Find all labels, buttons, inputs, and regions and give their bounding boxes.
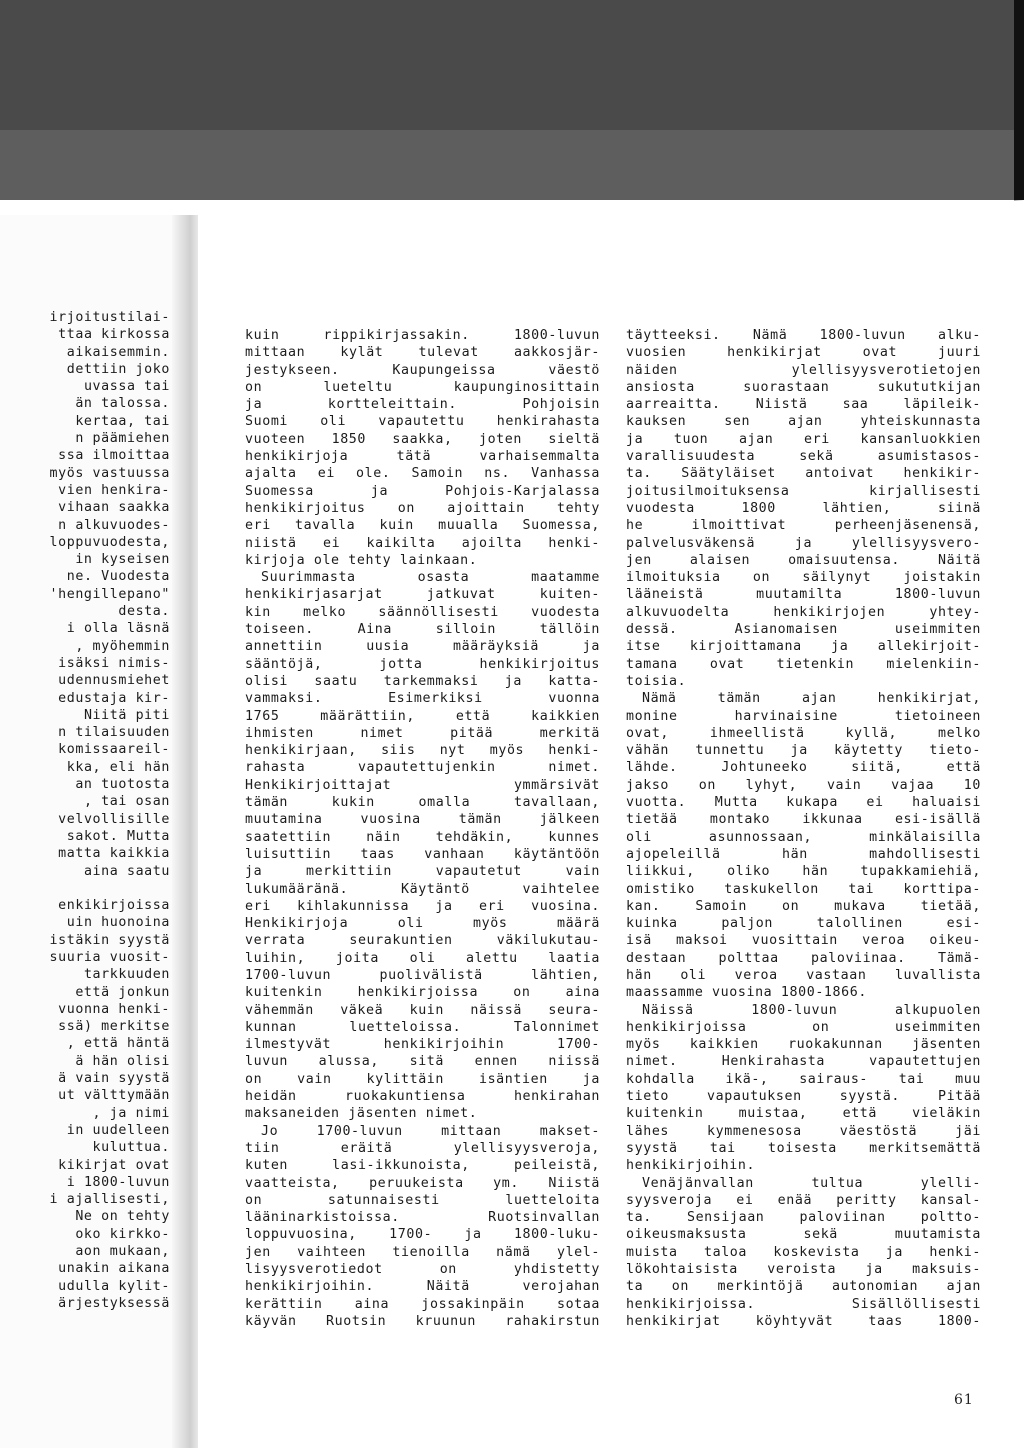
- text-line: Henkikirjoittajat ymmärsivät: [245, 777, 600, 793]
- text-line: henkikirjoissa on useimmiten: [626, 1019, 981, 1035]
- text-line: isä maksoi vuosittain veroa oikeu-: [626, 933, 981, 949]
- text-line: toiseen. Aina silloin tällöin: [245, 622, 600, 638]
- text-line: ajalta ei ole. Samoin ns. Vanhassa: [245, 466, 600, 482]
- text-line: että jonkun: [75, 984, 170, 1000]
- text-line: uin huonoina: [66, 915, 170, 931]
- text-line: unakin aikana: [58, 1261, 170, 1277]
- text-line: henkikirjoitus on ajoittain tehty: [245, 500, 600, 516]
- text-line: kohdalla ikä-, sairaus- tai muu: [626, 1071, 981, 1087]
- text-line: tämän kukin omalla tavallaan,: [245, 795, 600, 811]
- text-line: suuria vuosit-: [49, 949, 170, 965]
- text-line: tamana ovat tietenkin mielenkiin-: [626, 656, 981, 672]
- text-line: myös kaikkien ruokakunnan jäsenten: [626, 1037, 981, 1053]
- text-line: muista taloa koskevista ja henki-: [626, 1244, 981, 1260]
- text-line: lukumääränä. Käytäntö vaihtelee: [245, 881, 600, 897]
- text-line: kin melko säännöllisesti vuodesta: [245, 604, 600, 620]
- text-line: monine harvinaisine tietoineen: [626, 708, 981, 724]
- text-line: Nämä tämän ajan henkikirjat,: [642, 691, 981, 707]
- text-line: ajopeleillä hän mahdollisesti: [626, 846, 981, 862]
- text-line: ja kortteleittain. Pohjoisin: [245, 397, 600, 413]
- text-line: Niitä piti: [83, 707, 170, 723]
- text-line: kan. Samoin on mukava tietää,: [626, 898, 981, 914]
- text-line: mittaan kylät tulevat aakkosjär-: [245, 345, 600, 361]
- text-line: henkikirjoja tätä varhaisemmalta: [245, 449, 600, 465]
- text-line: lähde. Johtuneeko siitä, että: [626, 760, 981, 776]
- book-gutter: [172, 215, 198, 1448]
- text-line: vuotta. Mutta kukapa ei haluaisi: [626, 795, 981, 811]
- text-line: annettiin uusia määräyksiä ja: [245, 639, 600, 655]
- text-line: vuonna henki-: [58, 1001, 170, 1017]
- text-line: rahasta vapautettujenkin nimet.: [245, 760, 600, 776]
- text-line: ssa ilmoittaa: [58, 448, 170, 464]
- text-line: i 1800-luvun: [66, 1174, 170, 1190]
- text-line: verrata seurakuntien väkilukutau-: [245, 933, 600, 949]
- text-line: tieto vapautuksen syystä. Pitää: [626, 1089, 981, 1105]
- text-line: joitusilmoituksensa kirjallisesti: [626, 483, 981, 499]
- text-line: kuitenkin muistaa, että vieläkin: [626, 1106, 981, 1122]
- text-line: lääninarkistoissa. Ruotsinvallan: [245, 1210, 600, 1226]
- text-line: ja tuon ajan eri kansanluokkien: [626, 431, 981, 447]
- text-line: ta. Säätyläiset antoivat henkikir-: [626, 466, 981, 482]
- text-line: lähes kymmenesosa väestöstä jäi: [626, 1123, 981, 1139]
- text-line: on satunnaisesti luetteloita: [245, 1192, 600, 1208]
- text-line: henkikirjasarjat jatkuvat kuiten-: [245, 587, 600, 603]
- text-line: kertaa, tai: [75, 413, 170, 429]
- text-line: ja merkittiin vapautetut vain: [245, 864, 600, 880]
- text-line: hän oli veroa vastaan luvallista: [626, 967, 981, 983]
- text-line: Suomi oli vapautettu henkirahasta: [245, 414, 600, 430]
- text-line: kirjoja ole tehty lainkaan.: [245, 552, 478, 568]
- text-line: eri tavalla kuin muualla Suomessa,: [245, 518, 600, 534]
- text-line: kikirjat ovat: [58, 1157, 170, 1173]
- text-line: henkikirjoihin. Näitä verojahan: [245, 1279, 600, 1295]
- text-line: ut välttymään: [58, 1088, 170, 1104]
- page-number: 61: [954, 1392, 974, 1408]
- text-line: kuluttua.: [92, 1140, 170, 1156]
- text-line: 1765 määrättiin, että kaikkien: [245, 708, 600, 724]
- text-line: ihmisten nimet pitää merkitä: [245, 725, 600, 741]
- text-line: sakot. Mutta: [66, 828, 170, 844]
- text-line: Venäjänvallan tultua ylelli-: [642, 1175, 981, 1191]
- text-line: vuosien henkikirjat ovat juuri: [626, 345, 981, 361]
- text-line: ne. Vuodesta: [66, 569, 170, 585]
- middle-text-column: [245, 327, 600, 1330]
- text-line: Suurimmasta osasta maatamme: [261, 570, 600, 586]
- text-line: in uudelleen: [66, 1122, 170, 1138]
- text-line: olisi saatu tarkemmaksi ja katta-: [245, 673, 600, 689]
- text-line: , että häntä: [66, 1036, 170, 1052]
- text-line: loppuvuodesta,: [49, 534, 170, 550]
- text-line: saatettiin näin tehdäkin, kunnes: [245, 829, 600, 845]
- text-line: jen vaihteen tienoilla nämä ylel-: [245, 1244, 600, 1260]
- text-line: tarkkuuden: [83, 967, 170, 983]
- text-line: udulla kylit-: [58, 1278, 170, 1294]
- text-line: he ilmoittivat perheenjäsenensä,: [626, 518, 981, 534]
- text-line: 'hengillepano": [49, 586, 170, 602]
- text-line: muutamina vuosina tämän jälkeen: [245, 812, 600, 828]
- text-line: dettiin joko: [66, 361, 170, 377]
- text-line: , tai osan: [83, 794, 170, 810]
- text-line: edustaja kir-: [58, 690, 170, 706]
- text-line: itse kirjoittamana ja allekirjoit-: [626, 639, 981, 655]
- text-line: näiden ylellisyysverotietojen: [626, 362, 981, 378]
- text-line: Ne on tehty: [75, 1209, 170, 1225]
- text-line: aarreaitta. Niistä saa läpileik-: [626, 397, 981, 413]
- text-line: loppuvuosina, 1700- ja 1800-luku-: [245, 1227, 600, 1243]
- text-line: eri kihlakunnissa ja eri vuosina.: [245, 898, 600, 914]
- text-line: on vain kylittäin isäntien ja: [245, 1071, 600, 1087]
- text-line: lääneistä muutamilta 1800-luvun: [626, 587, 981, 603]
- text-line: Näissä 1800-luvun alkupuolen: [642, 1002, 981, 1018]
- text-line: irjoitustilai-: [49, 310, 170, 325]
- text-line: kerättiin aina jossakinpäin sotaa: [245, 1296, 600, 1312]
- text-line: ilmoituksia on säilynyt joistakin: [626, 570, 981, 586]
- text-line: myös vastuussa: [49, 465, 170, 481]
- left-page-text-column: [0, 309, 170, 1312]
- text-line: ilmestyvät henkikirjoihin 1700-: [245, 1037, 600, 1053]
- text-line: vien henkira-: [58, 482, 170, 498]
- text-line: toisia.: [626, 673, 687, 689]
- text-line: desta.: [118, 604, 170, 620]
- text-line: vihaan saakka: [58, 500, 170, 516]
- text-line: niistä ei kaikilta ajoilta henki-: [245, 535, 600, 551]
- text-line: syystä tai toisesta merkitsemättä: [626, 1140, 981, 1156]
- text-line: nimet. Henkirahasta vapautettujen: [626, 1054, 981, 1070]
- text-line: i olla läsnä: [66, 621, 170, 637]
- text-line: n päämiehen: [75, 431, 170, 447]
- text-line: jakso on lyhyt, vain vajaa 10: [626, 777, 981, 793]
- text-line: vuodesta 1800 lähtien, siinä: [626, 500, 981, 516]
- text-line: oko kirkko-: [75, 1226, 170, 1242]
- text-line: kunnan luetteloissa. Talonnimet: [245, 1019, 600, 1035]
- text-line: 1700-luvun puolivälistä lähtien,: [245, 967, 600, 983]
- text-line: oikeusmaksusta sekä muutamista: [626, 1227, 981, 1243]
- text-line: ssä) merkitse: [58, 1019, 170, 1035]
- text-line: heidän ruokakuntiensa henkirahan: [245, 1089, 600, 1105]
- text-line: Suomessa ja Pohjois-Karjalassa: [245, 483, 600, 499]
- text-line: aina saatu: [83, 863, 170, 879]
- text-line: henkikirjoihin.: [626, 1158, 756, 1174]
- text-line: aikaisemmin.: [66, 344, 170, 360]
- text-line: luisuttiin taas vanhaan käytäntöön: [245, 846, 600, 862]
- text-line: tiin eräitä ylellisyysveroja,: [245, 1140, 600, 1156]
- text-line: luvun alussa, sitä ennen niissä: [245, 1054, 600, 1070]
- text-line: kuin rippikirjassakin. 1800-luvun: [245, 328, 600, 343]
- text-line: tietää montako ikkunaa esi-isällä: [626, 812, 981, 828]
- text-line: kauksen sen ajan yhteiskunnasta: [626, 414, 981, 430]
- text-line: ta. Sensijaan paloviinan poltto-: [626, 1210, 981, 1226]
- text-line: luihin, joita oli alettu laatia: [245, 950, 600, 966]
- text-line: syysveroja ei enää peritty kansal-: [626, 1192, 981, 1208]
- text-line: matta kaikkia: [58, 846, 170, 862]
- text-line: kuten lasi-ikkunoista, peileistä,: [245, 1158, 600, 1174]
- text-line: vähän tunnettu ja käytetty tieto-: [626, 743, 981, 759]
- text-line: dessä. Asianomaisen useimmiten: [626, 622, 981, 638]
- text-line: omistiko taskukellon tai korttipa-: [626, 881, 981, 897]
- right-text-column: [626, 327, 981, 1330]
- text-line: ä hän olisi: [75, 1053, 170, 1069]
- text-line: [0, 880, 170, 897]
- text-line: lisyysverotiedot on yhdistetty: [245, 1262, 600, 1278]
- text-line: ttaa kirkossa: [58, 327, 170, 343]
- text-line: jestykseen. Kaupungeissa väestö: [245, 362, 600, 378]
- text-line: komissaareil-: [58, 742, 170, 758]
- text-line: uvassa tai: [83, 379, 170, 395]
- text-line: ärjestyksessä: [58, 1295, 170, 1311]
- text-line: kka, eli hän: [66, 759, 170, 775]
- text-line: Henkikirjoja oli myös määrä: [245, 916, 600, 932]
- text-line: destaan polttaa paloviinaa. Tämä-: [626, 950, 981, 966]
- text-line: enkikirjoissa: [58, 898, 170, 914]
- text-line: täytteeksi. Nämä 1800-luvun alku-: [626, 328, 981, 343]
- text-line: än talossa.: [75, 396, 170, 412]
- text-line: ta on merkintöjä autonomian ajan: [626, 1279, 981, 1295]
- text-line: liikkui, oliko hän tupakkamiehiä,: [626, 864, 981, 880]
- text-line: , ja nimi: [92, 1105, 170, 1121]
- text-line: ä vain syystä: [58, 1071, 170, 1087]
- text-line: n alkuvuodes-: [58, 517, 170, 533]
- text-line: istäkin syystä: [49, 932, 170, 948]
- text-line: lökohtaisista veroista ja maksuis-: [626, 1262, 981, 1278]
- text-line: käyvän Ruotsin kruunun rahakirstun: [245, 1313, 600, 1329]
- text-line: vuoteen 1850 saakka, joten sieltä: [245, 431, 600, 447]
- text-line: isäksi nimis-: [58, 655, 170, 671]
- text-line: velvollisille: [58, 811, 170, 827]
- text-line: henkikirjat köyhtyvät taas 1800-: [626, 1313, 981, 1329]
- text-line: palvelusväkensä ja ylellisyysvero-: [626, 535, 981, 551]
- text-line: maassamme vuosina 1800-1866.: [626, 985, 867, 1001]
- text-line: sääntöjä, jotta henkikirjoitus: [245, 656, 600, 672]
- text-line: vammaksi. Esimerkiksi vuonna: [245, 691, 600, 707]
- text-line: alkuvuodelta henkikirjojen yhtey-: [626, 604, 981, 620]
- text-line: maksaneiden jäsenten nimet.: [245, 1106, 478, 1122]
- text-line: on lueteltu kaupunginosittain: [245, 379, 600, 395]
- text-line: an tuotosta: [75, 777, 170, 793]
- text-line: oli asunnossaan, minkälaisilla: [626, 829, 981, 845]
- text-line: in kyseisen: [75, 552, 170, 568]
- text-line: ovat, ihmeellistä kyllä, melko: [626, 725, 981, 741]
- text-line: Jo 1700-luvun mittaan makset-: [261, 1123, 600, 1139]
- text-line: kuinka paljon talollinen esi-: [626, 916, 981, 932]
- text-line: , myöhemmin: [75, 638, 170, 654]
- text-line: henkikirjaan, siis nyt myös henki-: [245, 743, 600, 759]
- text-line: kuitenkin henkikirjoissa on aina: [245, 985, 600, 1001]
- text-line: aon mukaan,: [75, 1244, 170, 1260]
- text-line: udennusmiehet: [58, 673, 170, 689]
- text-line: vähemmän väkeä kuin näissä seura-: [245, 1002, 600, 1018]
- text-line: vaatteista, peruukeista ym. Niistä: [245, 1175, 600, 1191]
- text-line: henkikirjoissa. Sisällöllisesti: [626, 1296, 981, 1312]
- text-line: i ajallisesti,: [49, 1192, 170, 1208]
- scan-dark-band: [0, 0, 1024, 130]
- text-line: n tilaisuuden: [58, 725, 170, 741]
- text-line: varallisuudesta sekä asumistasos-: [626, 449, 981, 465]
- text-line: jen alaisen omaisuutensa. Näitä: [626, 552, 981, 568]
- text-line: ansiosta suorastaan sukututkijan: [626, 379, 981, 395]
